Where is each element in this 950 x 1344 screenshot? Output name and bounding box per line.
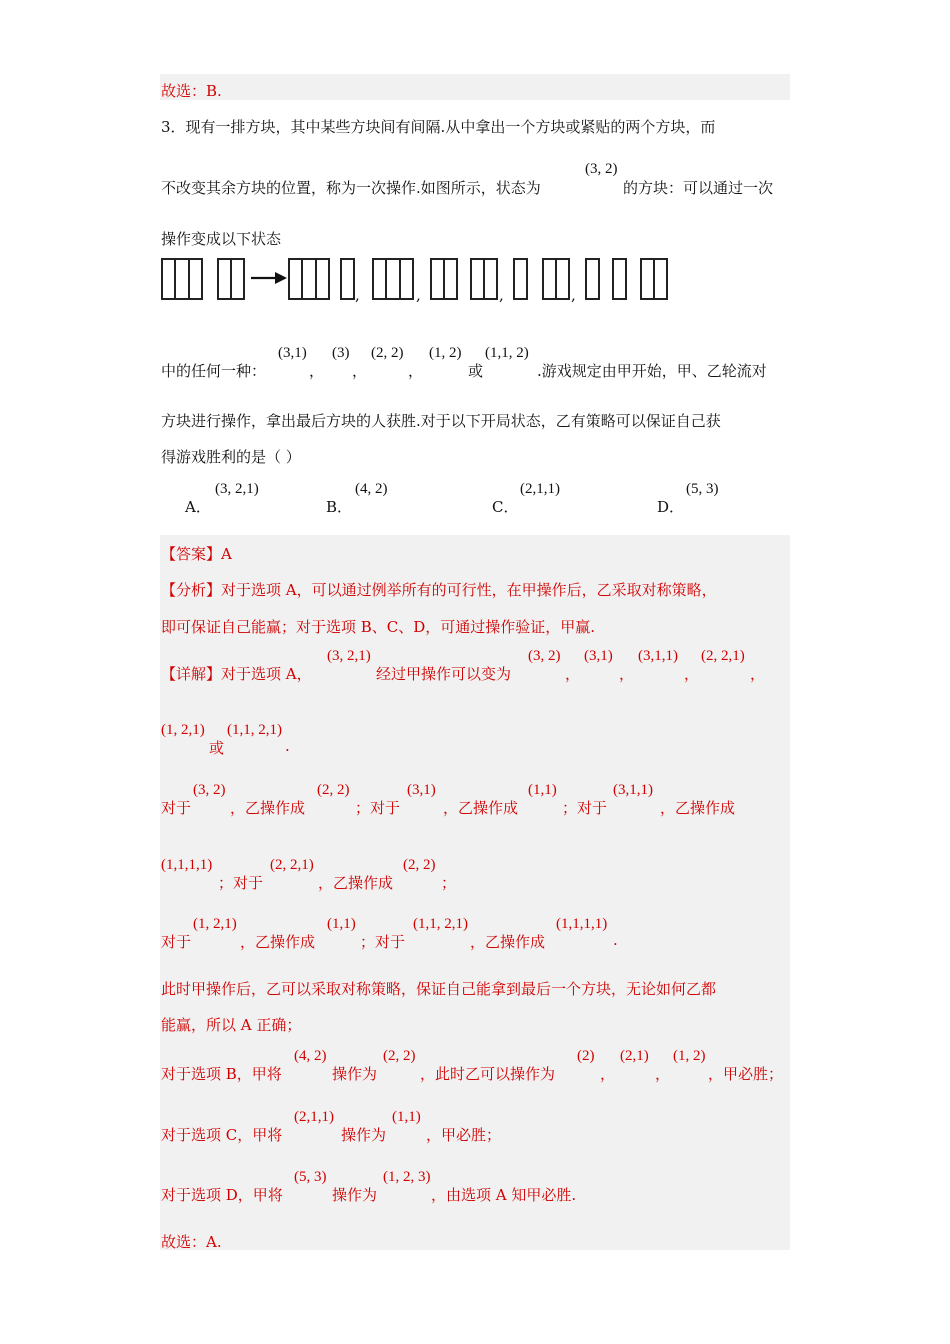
block-divider [443, 258, 445, 300]
detail-math: (1,1, 2,1) [227, 722, 282, 738]
option-c-detail-b: 操作为 [341, 1126, 387, 1144]
state-math: (3, 2) [585, 161, 618, 177]
detail-text: ，乙操作成 [470, 933, 546, 951]
option-d-detail-c: ，由选项 A 知甲必胜. [431, 1186, 577, 1204]
detail-math: (1,1,1,1) [556, 916, 608, 932]
block-group-3 [161, 258, 203, 300]
detail-math: (2,1) [620, 1048, 649, 1064]
question-line-2b: 的方块：可以通过一次 [623, 179, 774, 197]
detail-math: (1,1) [392, 1109, 421, 1125]
block-group-1 [585, 258, 600, 300]
period: . [613, 931, 618, 949]
prev-answer-shade [160, 74, 790, 100]
question-line-6: 得游戏胜利的是（ ） [161, 448, 301, 466]
option-b-detail-a: 对于选项 B，甲将 [161, 1065, 282, 1083]
sep-comma: ， [655, 1065, 671, 1083]
question-line-2a: 不改变其余方块的位置，称为一次操作.如图所示，状态为 [161, 179, 541, 197]
detail-math: (2, 2) [317, 782, 350, 798]
option-b-detail-c: ，此时乙可以操作为 [420, 1065, 556, 1083]
block-divider [174, 258, 176, 300]
right-arrow-icon [251, 270, 287, 286]
period: . [285, 737, 290, 755]
detail-math: (1, 2,1) [193, 916, 237, 932]
option-a-math: (3, 2,1) [215, 481, 259, 497]
option-d-math: (5, 3) [686, 481, 719, 497]
detail-math: (3,1) [584, 648, 613, 664]
detail-line-7: 能赢，所以 A 正确； [161, 1016, 302, 1034]
block-divider [399, 258, 401, 300]
block-divider [188, 258, 190, 300]
figure-comma: , [499, 286, 504, 304]
detail-text: ，乙操作成 [318, 874, 394, 892]
detail-math: (3,1,1) [638, 648, 678, 664]
option-state-math: (1, 2) [429, 345, 462, 361]
block-divider [555, 258, 557, 300]
detail-math: (1,1) [327, 916, 356, 932]
question-line-1: 3．现有一排方块，其中某些方块间有间隔.从中拿出一个方块或紧贴的两个方块，而 [161, 118, 716, 136]
detail-math: (2) [577, 1048, 595, 1064]
or-word: 或 [468, 362, 484, 380]
sep-comma: ， [684, 665, 700, 683]
for-word: 对于 [161, 799, 192, 817]
figure-comma: , [571, 286, 576, 304]
sep-comma: ， [565, 665, 581, 683]
question-line-5: 方块进行操作，拿出最后方块的人获胜.对于以下开局状态，乙有策略可以保证自己获 [161, 412, 721, 430]
question-line-4a: 中的任何一种： [161, 362, 267, 380]
analysis-line-2: 即可保证自己能赢；对于选项 B、C、D，可通过操作验证，甲赢. [161, 618, 596, 636]
block-group-1 [612, 258, 627, 300]
option-state-math: (1,1, 2) [485, 345, 529, 361]
option-state-math: (3) [332, 345, 350, 361]
block-divider [230, 258, 232, 300]
detail-text: ；对于 [562, 799, 608, 817]
block-divider [315, 258, 317, 300]
detail-line-1a: 【详解】对于选项 A， [161, 665, 312, 683]
option-b-label: B． [326, 498, 353, 516]
detail-text: ，乙操作成 [240, 933, 316, 951]
detail-math: (3, 2) [528, 648, 561, 664]
detail-math: (4, 2) [294, 1048, 327, 1064]
block-divider [483, 258, 485, 300]
detail-math: (2, 2) [383, 1048, 416, 1064]
question-line-3: 操作变成以下状态 [161, 230, 282, 248]
detail-text: ；对于 [218, 874, 264, 892]
detail-text: ； [441, 874, 457, 892]
detail-math: (3,1) [407, 782, 436, 798]
option-c-detail-a: 对于选项 C，甲将 [161, 1126, 283, 1144]
option-c-math: (2,1,1) [520, 481, 560, 497]
detail-text: ；对于 [360, 933, 406, 951]
block-group-3 [288, 258, 330, 300]
block-divider [385, 258, 387, 300]
option-d-label: D． [657, 498, 685, 516]
sep-comma: ， [352, 362, 368, 380]
option-d-detail-b: 操作为 [332, 1186, 378, 1204]
detail-math: (1,1) [528, 782, 557, 798]
option-b-detail-b: 操作为 [332, 1065, 378, 1083]
option-c-detail-c: ，甲必胜； [426, 1126, 502, 1144]
detail-math: (1,1, 2,1) [413, 916, 468, 932]
detail-text: ，乙操作成 [230, 799, 306, 817]
block-group-1 [513, 258, 528, 300]
detail-line-1b: 经过甲操作可以变为 [376, 665, 512, 683]
block-divider [653, 258, 655, 300]
sep-comma: ， [750, 665, 766, 683]
detail-line-6: 此时甲操作后，乙可以采取对称策略，保证自己能拿到最后一个方块，无论如何乙都 [161, 980, 717, 998]
for-word: 对于 [161, 933, 192, 951]
detail-math: (2,1,1) [294, 1109, 334, 1125]
answer-line: 【答案】A [161, 545, 232, 563]
detail-math: (1, 2, 3) [383, 1169, 431, 1185]
sep-comma: ， [600, 1065, 616, 1083]
option-a-label: A． [185, 498, 211, 516]
detail-math: (1, 2,1) [161, 722, 205, 738]
sep-comma: ， [408, 362, 424, 380]
sep-comma: ， [309, 362, 325, 380]
sep-comma: ， [619, 665, 635, 683]
option-b-math: (4, 2) [355, 481, 388, 497]
option-d-detail-a: 对于选项 D，甲将 [161, 1186, 283, 1204]
detail-text: ；对于 [355, 799, 401, 817]
detail-math: (3, 2,1) [327, 648, 371, 664]
detail-math: (2, 2) [403, 857, 436, 873]
block-group-3 [372, 258, 414, 300]
option-c-label: C． [492, 498, 519, 516]
figure-comma: , [355, 286, 360, 304]
option-b-detail-d: ，甲必胜； [708, 1065, 784, 1083]
option-state-math: (2, 2) [371, 345, 404, 361]
block-group-1 [340, 258, 355, 300]
detail-text: ，乙操作成 [443, 799, 519, 817]
question-line-4b: .游戏规定由甲开始，甲、乙轮流对 [537, 362, 767, 380]
detail-text: ，乙操作成 [660, 799, 736, 817]
detail-math: (2, 2,1) [701, 648, 745, 664]
block-divider [301, 258, 303, 300]
detail-math: (1,1,1,1) [161, 857, 213, 873]
figure-comma: , [416, 286, 421, 304]
detail-math: (3, 2) [193, 782, 226, 798]
detail-math: (1, 2) [673, 1048, 706, 1064]
analysis-line-1: 【分析】对于选项 A，可以通过例举所有的可行性，在甲操作后，乙采取对称策略， [161, 581, 717, 599]
detail-math: (5, 3) [294, 1169, 327, 1185]
prev-final-choice: 故选：B. [161, 82, 222, 100]
detail-math: (3,1,1) [613, 782, 653, 798]
detail-math: (2, 2,1) [270, 857, 314, 873]
or-word: 或 [209, 739, 225, 757]
option-state-math: (3,1) [278, 345, 307, 361]
final-choice: 故选：A. [161, 1233, 222, 1251]
